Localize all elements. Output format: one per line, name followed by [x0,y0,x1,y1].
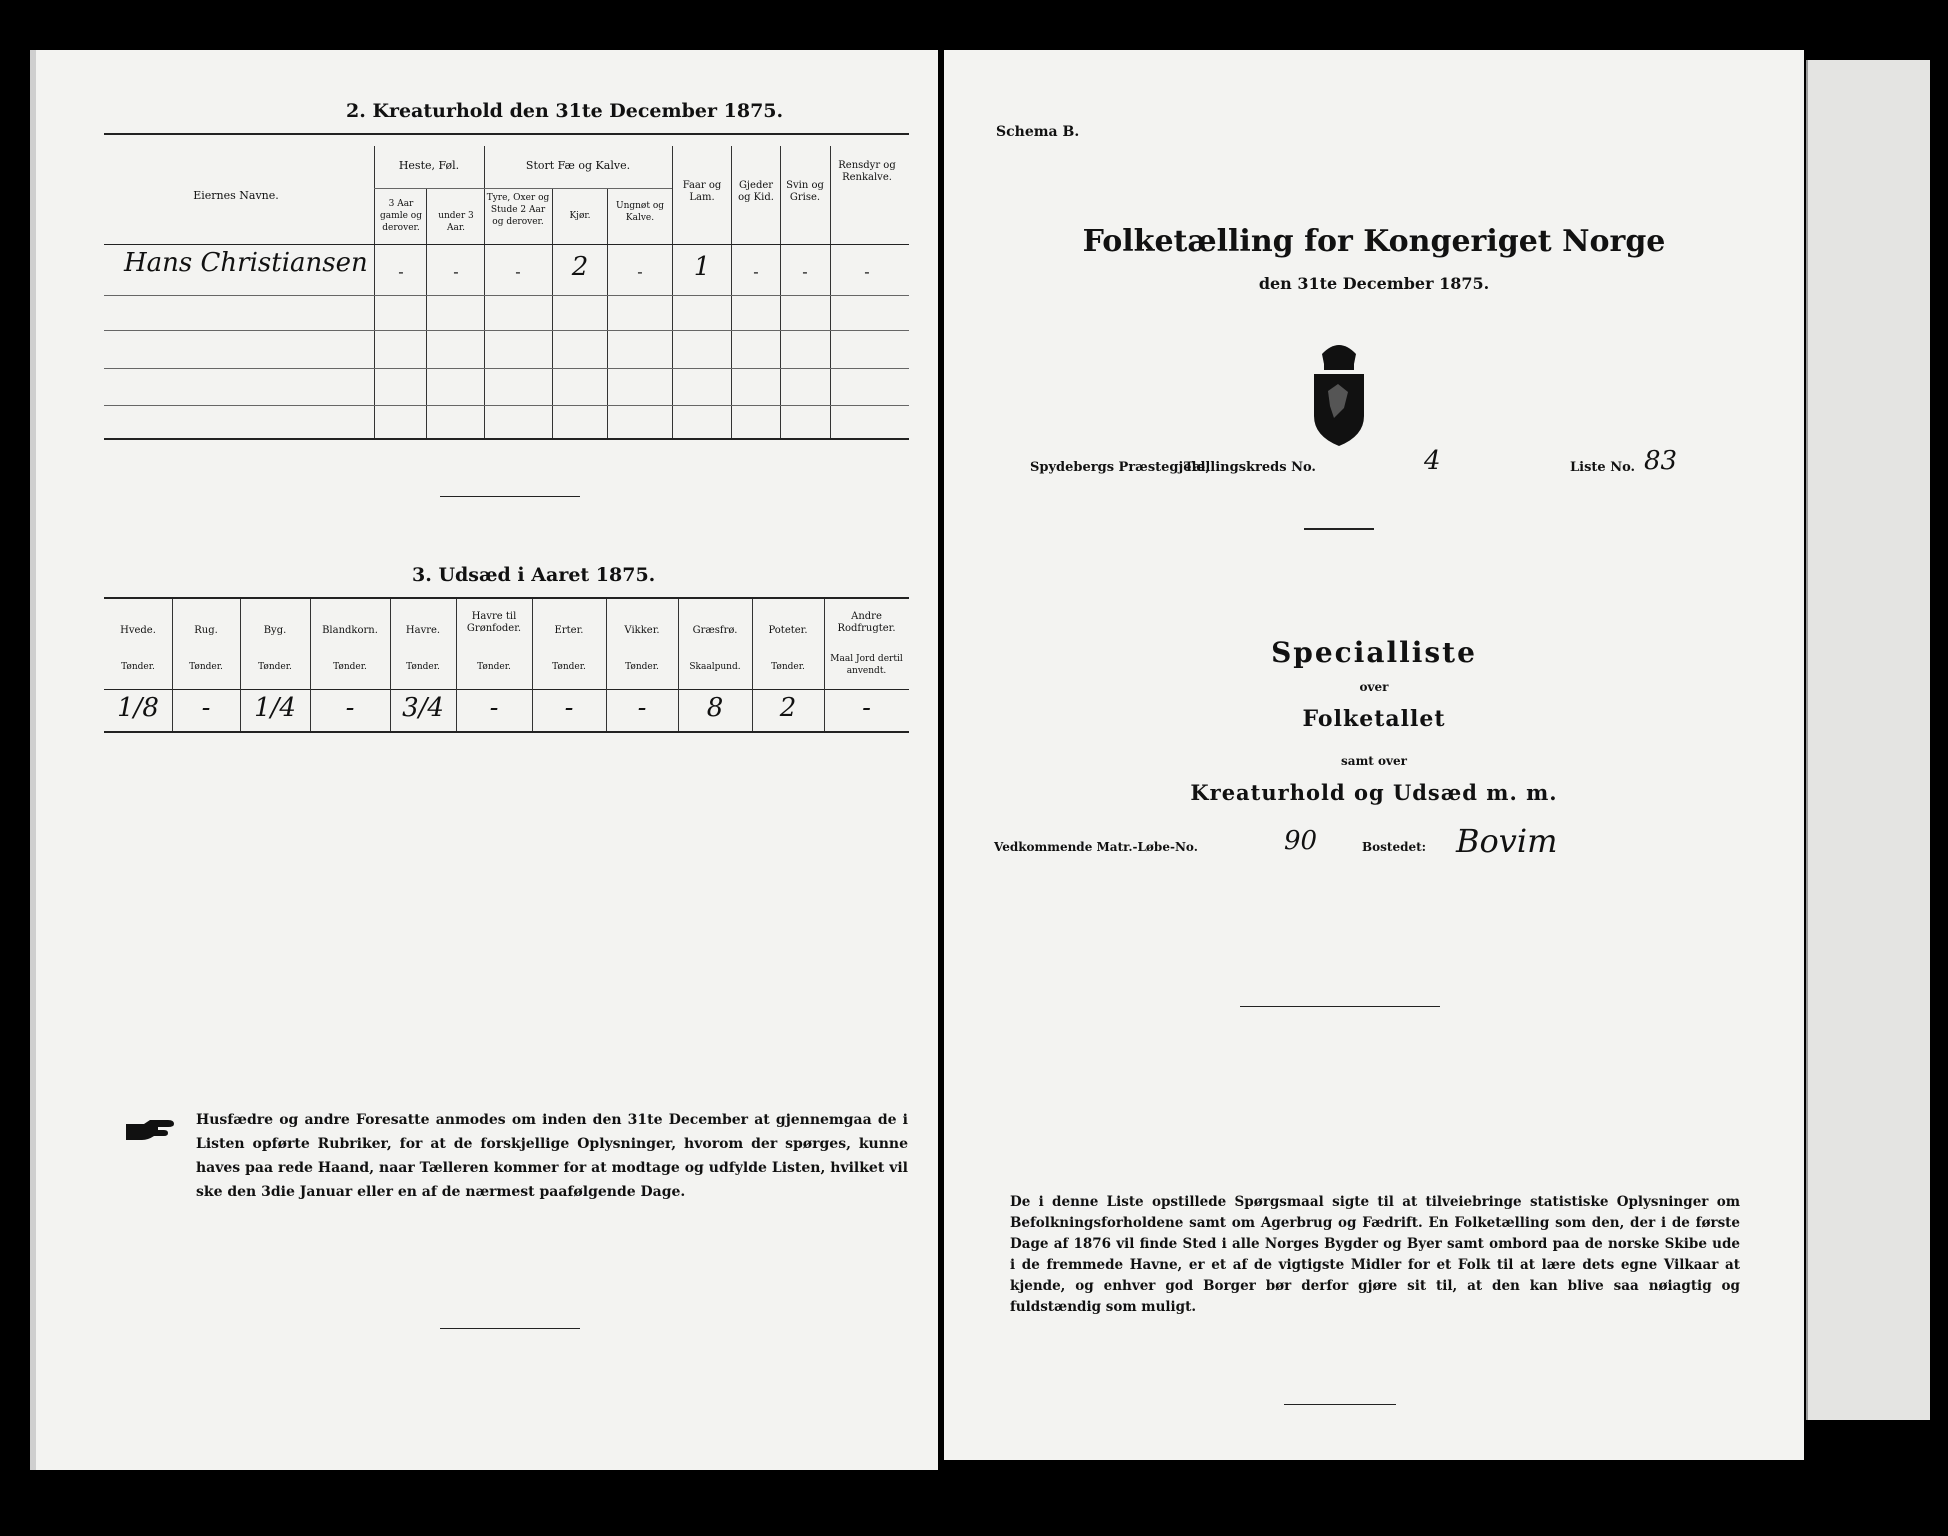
seed-value: 1/8 [117,693,159,723]
seed-col-name: Rug. [194,625,218,636]
tellingskreds-label: Tællingskreds No. [1184,460,1316,475]
cell-ungnot: - [637,262,643,281]
liste-label: Liste No. [1570,460,1636,475]
seed-col-name: Andre Rodfrugter. [837,611,896,634]
seed-col-name: Havre. [405,625,441,636]
seed-col-name: Havre til Grønfoder. [466,611,522,634]
kreaturhold-text: Kreaturhold og Udsæd m. m. [1190,780,1558,805]
col-heste-old: 3 Aar gamle og derover. [380,199,422,233]
seed-col-unit: Tønder. [625,662,659,672]
matr-label: Vedkommende Matr.-Løbe-No. [994,840,1198,854]
col-heste-group: Heste, Føl. [398,159,460,172]
seed-col-name: Byg. [263,625,287,636]
divider [440,496,580,497]
col-tyre: Tyre, Oxer og Stude 2 Aar og derover. [486,193,550,227]
purpose-paragraph: De i denne Liste opstillede Spørgsmaal sigte til at tilveiebringe statistiske Oplysninger om Befolkningsforholdene samt om Agerbrug og Fædrift. En Folketælling som den, der i de første Dage af 1876 vil finde Sted i alle Norges Bygder og Byer samt ombord paa de norske Skibe ude i de fremmede Havne, er et af de vigtigste Midler for et Folk til at lære dets egne Vilkaar at kjende, og enhver god Borger bør derfor gjøre sit til, at den kan blive saa nøiagtig og fuldstændig som muligt. [1010,1194,1740,1315]
col-rensdyr: Rensdyr og Renkalve. [838,160,896,183]
bostedet-value: Bovim [1456,822,1558,860]
seed-col-unit: Tønder. [258,662,292,672]
seed-col-name: Blandkorn. [322,625,378,636]
seed-col-unit: Tønder. [189,662,223,672]
divider [104,133,909,135]
pointing-hand-icon [124,1116,176,1146]
seed-col-name: Hvede. [120,625,156,636]
seed-value: - [345,693,355,723]
divider [1284,1404,1396,1405]
coat-of-arms-icon [1304,336,1374,448]
cell-rensdyr: - [864,262,870,281]
seed-value: 8 [706,693,724,723]
col-gjeder: Gjeder og Kid. [738,180,774,203]
liste-value: 83 [1644,446,1678,476]
col-kjer: Kjør. [569,211,591,221]
seed-col-unit: Tønder. [121,662,155,672]
col-stort-group: Stort Fæ og Kalve. [525,159,631,172]
bostedet-label: Bostedet: [1362,840,1427,854]
cell-gjeder: - [753,262,759,281]
col-ungnot: Ungnøt og Kalve. [615,201,664,223]
seed-col-unit: Tønder. [477,662,511,672]
seed-value: 1/4 [254,693,296,723]
samt-over-text: samt over [1341,754,1407,768]
next-page-edge [1806,60,1930,1420]
seed-col-unit: Maal Jord dertil anvendt. [830,654,903,676]
over-text: over [1359,680,1389,694]
seed-value: - [489,693,499,723]
left-page [30,50,938,1470]
seed-col-name: Erter. [554,625,584,636]
seed-value: 3/4 [402,693,444,723]
matr-value: 90 [1284,826,1318,856]
seed-value: - [862,693,871,723]
divider [440,1328,580,1329]
tellingskreds-value: 4 [1424,446,1441,476]
seed-value: - [564,693,574,723]
seed-col-name: Vikker. [624,625,660,636]
census-date: den 31te December 1875. [1258,274,1490,293]
divider [1240,1006,1440,1007]
schema-label: Schema B. [996,124,1080,140]
seed-table [104,599,909,733]
cell-faar: 1 [693,252,711,282]
prestegjeld-label: Spydebergs Præstegjeld, [1030,460,1211,475]
section2-title: 2. Kreaturhold den 31te December 1875. [346,100,784,122]
section3-title: 3. Udsæd i Aaret 1875. [412,564,656,586]
cell-kjer: 2 [571,252,589,282]
specialliste-title: Specialliste [1271,636,1477,669]
right-page [944,50,1804,1460]
col-faar: Faar og Lam. [682,180,722,203]
cell-svin: - [802,262,808,281]
seed-col-name: Græsfrø. [692,625,738,636]
seed-value: - [201,693,211,723]
owner-name: Hans Christiansen [124,248,368,278]
seed-value: - [637,693,647,723]
seed-value: 2 [779,693,797,723]
seed-col-name: Poteter. [768,625,808,636]
cell-tyre: - [515,262,521,281]
col-owner: Eiernes Navne. [193,189,279,202]
divider [1304,528,1374,530]
census-title: Folketælling for Kongeriget Norge [1082,224,1666,259]
seed-col-unit: Tønder. [771,662,805,672]
cell-heste-young: - [453,262,459,281]
col-svin: Svin og Grise. [786,180,824,203]
instructions-note: Husfædre og andre Foresatte anmodes om inden den 31te December at gjennemgaa de i Listen opførte Rubriker, for at de forskjellige Oplysninger, hvorom der spørges, kunne haves paa rede Haand, naar Tælleren kommer for at modtage og udfylde Listen, hvilket vil ske den 3die Januar eller en af de nærmest paafølgende Dage. [196,1112,908,1200]
cell-heste-old: - [398,262,404,281]
col-heste-young: under 3 Aar. [438,211,474,233]
seed-col-unit: Tønder. [552,662,586,672]
seed-col-unit: Tønder. [406,662,440,672]
seed-col-unit: Tønder. [333,662,367,672]
folketallet-text: Folketallet [1302,706,1446,732]
seed-col-unit: Skaalpund. [689,662,741,672]
